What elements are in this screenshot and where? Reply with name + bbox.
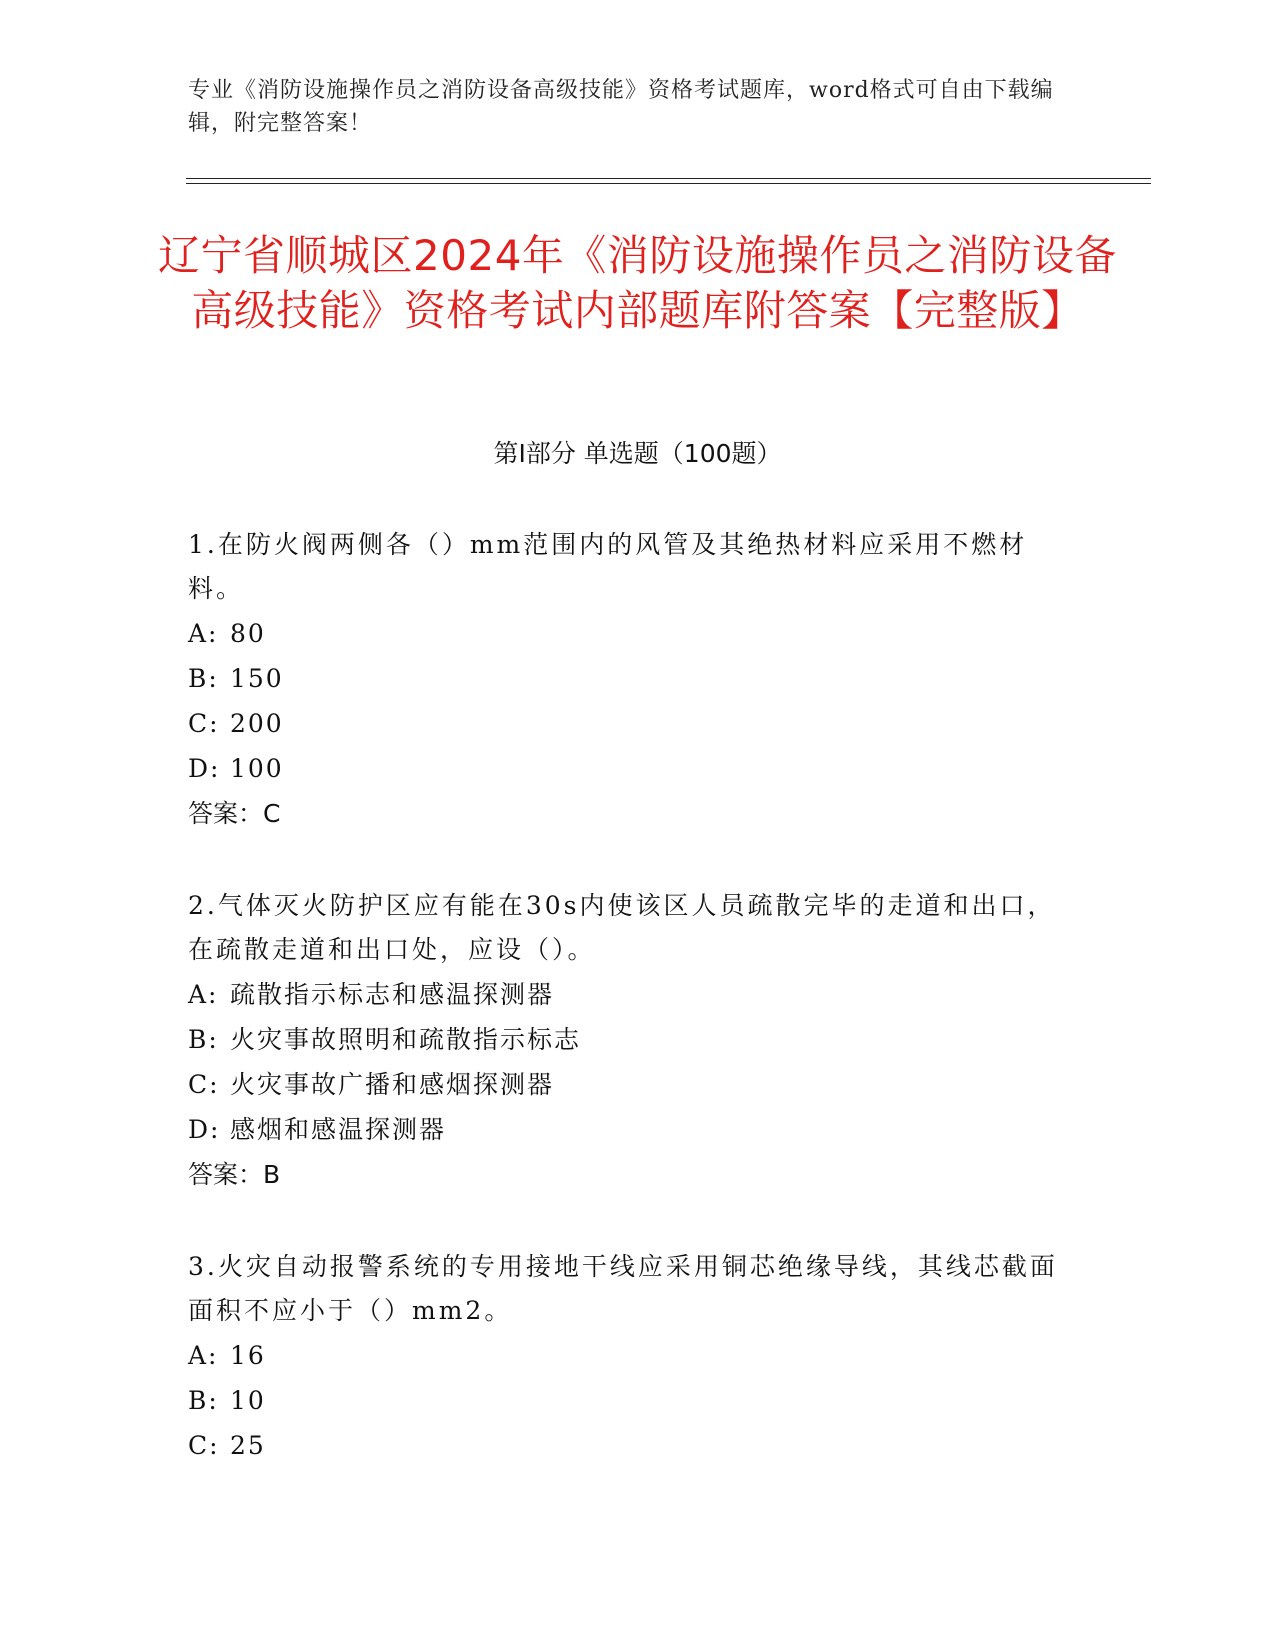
header-divider-top [186,178,1151,179]
section-heading: 第Ⅰ部分 单选题（100题） [493,439,782,468]
document-title: 辽宁省顺城区2024年《消防设施操作员之消防设备高级技能》资格考试内部题库附答案【完整版】 [158,231,1117,335]
option-letter: D: [188,1115,221,1144]
option-letter: A: [188,619,219,648]
option-text: 感烟和感温探测器 [230,1115,447,1144]
option-text: 疏散指示标志和感温探测器 [230,980,555,1009]
option-c [188,1423,1068,1468]
option-letter: B: [188,664,219,693]
option-b [188,656,1068,701]
option-a [188,1333,1068,1378]
option-text: 80 [230,619,266,648]
option-text: 火灾事故广播和感烟探测器 [230,1070,555,1099]
option-c [188,1062,1068,1107]
option-letter: B: [188,1386,219,1415]
header-note: 专业《消防设施操作员之消防设备高级技能》资格考试题库，word格式可自由下载编辑，附完整答案！ [188,78,1054,136]
question-3 [188,1245,1068,1468]
option-a [188,611,1068,656]
answer-line: 答案：C [188,799,281,828]
option-text: 25 [230,1431,266,1460]
option-letter: B: [188,1025,219,1054]
question-1 [188,523,1068,836]
option-c [188,701,1068,746]
option-letter: A: [188,980,219,1009]
option-text: 200 [230,709,284,738]
option-letter: C: [188,1431,220,1460]
option-d [188,1107,1068,1152]
question-stem: 3.火灾自动报警系统的专用接地干线应采用铜芯绝缘导线，其线芯截面面积不应小于（）mm2。 [188,1252,1058,1325]
question-stem: 2.气体灭火防护区应有能在30s内使该区人员疏散完毕的走道和出口，在疏散走道和出口处，应设（）。 [188,891,1056,964]
question-stem: 1.在防火阀两侧各（）mm范围内的风管及其绝热材料应采用不燃材料。 [188,530,1028,603]
option-b [188,1017,1068,1062]
option-text: 10 [230,1386,266,1415]
option-text: 150 [230,664,284,693]
option-b [188,1378,1068,1423]
option-d [188,746,1068,791]
option-letter: A: [188,1341,219,1370]
option-text: 100 [230,754,284,783]
option-letter: D: [188,754,221,783]
option-a [188,972,1068,1017]
option-text: 16 [230,1341,266,1370]
option-letter: C: [188,709,220,738]
option-letter: C: [188,1070,220,1099]
option-text: 火灾事故照明和疏散指示标志 [230,1025,582,1054]
header-divider-bottom [186,183,1151,184]
question-2 [188,884,1068,1197]
answer-line: 答案：B [188,1160,281,1189]
